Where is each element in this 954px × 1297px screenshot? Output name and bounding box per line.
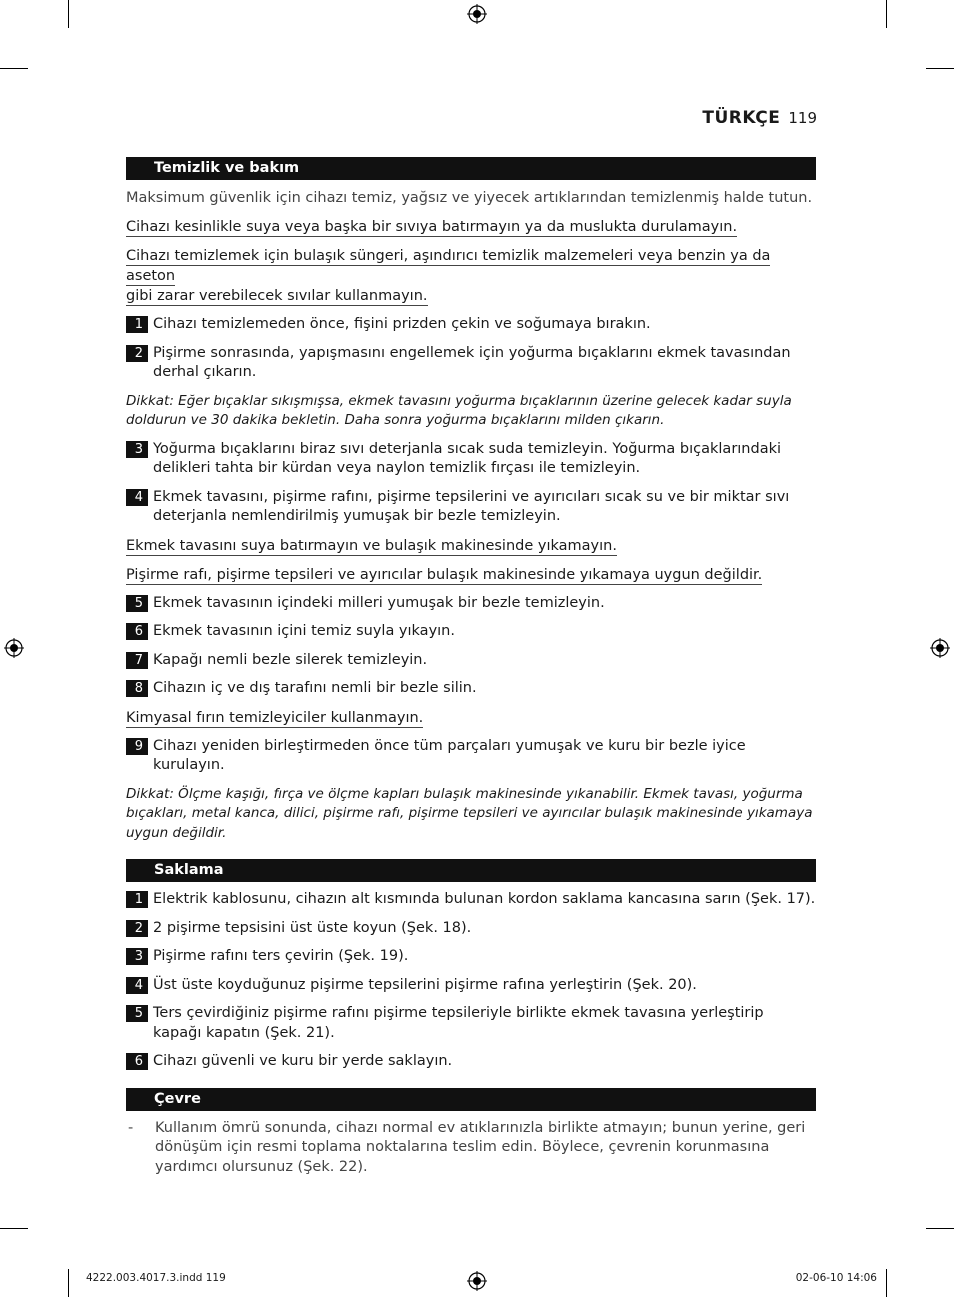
step-number: 2: [126, 920, 148, 937]
step-item: [126, 919, 816, 939]
step-number: 7: [126, 652, 148, 669]
step-number: 9: [126, 738, 148, 755]
step-text: Yoğurma bıçaklarını biraz sıvı deterjanla sıcak suda temizleyin. Yoğurma bıçaklarındaki delikleri tahta bir kürdan veya naylon temizlik fırçası ile temizleyin.: [153, 440, 782, 476]
note-text: Dikkat: Eğer bıçaklar sıkışmışsa, ekmek tavasını yoğurma bıçaklarının üzerine gelecek kadar suyla doldurun ve 30 dakika bekletin. Daha sonra yoğurma bıçaklarını milden çıkarın.: [126, 392, 792, 428]
step-text: Ekmek tavasının içini temiz suyla yıkayın.: [153, 623, 455, 639]
step-text: Cihazı yeniden birleştirmeden önce tüm parçaları yumuşak ve kuru bir bezle iyice kurulayın.: [153, 737, 746, 773]
step-item: [126, 622, 816, 642]
registration-mark-icon: [467, 4, 487, 24]
bullet-dash: -: [128, 1119, 134, 1136]
step-item: [126, 594, 816, 614]
registration-mark-icon: [930, 638, 950, 658]
registration-mark-icon: [4, 638, 24, 658]
step-number: 1: [126, 316, 148, 333]
step-number: 3: [126, 948, 148, 965]
step-item: [126, 947, 816, 967]
step-text: 2 pişirme tepsisini üst üste koyun (Şek. 18).: [153, 919, 472, 936]
step-text: Pişirme sonrasında, yapışmasını engellemek için yoğurma bıçaklarını ekmek tavasından derhal çıkarın.: [153, 344, 791, 380]
step-number: 5: [126, 595, 148, 612]
page-number: 119: [788, 109, 817, 127]
crop-mark: [68, 0, 69, 28]
step-item: [126, 737, 816, 776]
list-item: [126, 1119, 816, 1178]
step-item: [126, 1052, 816, 1072]
step-number: 3: [126, 441, 148, 458]
step-number: 6: [126, 623, 148, 640]
step-item: [126, 315, 816, 335]
footer-datetime: 02-06-10 14:06: [795, 1272, 877, 1284]
step-number: 1: [126, 891, 148, 908]
step-number: 6: [126, 1053, 148, 1070]
step-text: Kapağı nemli bezle silerek temizleyin.: [153, 651, 428, 668]
step-number: 4: [126, 489, 148, 506]
step-text: Pişirme rafını ters çevirin (Şek. 19).: [153, 948, 409, 964]
bullet-text: Kullanım ömrü sonunda, cihazı normal ev atıklarınızla birlikte atmayın; bunun yerine, geri dönüşüm için resmi toplama noktalarına teslim edin. Böylece, çevrenin korunmasına yardımcı olursunuz (Şek. 22).: [155, 1119, 806, 1175]
registration-mark-icon: [467, 1271, 487, 1291]
warning-text: Cihazı kesinlikle suya veya başka bir sıvıya batırmayın ya da muslukta durulamayın.: [126, 219, 738, 235]
step-text: Cihazı temizlemeden önce, fişini prizden çekin ve soğumaya bırakın.: [153, 316, 651, 332]
crop-mark: [926, 68, 954, 69]
section-heading-cleaning: Temizlik ve bakım: [126, 157, 816, 180]
step-item: [126, 1004, 816, 1043]
crop-mark: [886, 1269, 887, 1297]
step-item: [126, 440, 816, 479]
warning-text: Cihazı temizlemek için bulaşık süngeri, aşındırıcı temizlik malzemeleri veya benzin ya da aseton gibi zarar verebilecek sıvılar kullanmayın.: [126, 248, 771, 304]
language-label: TÜRKÇE: [702, 108, 781, 128]
step-number: 8: [126, 680, 148, 697]
page-header: [702, 108, 817, 128]
step-number: 5: [126, 1005, 148, 1022]
step-item: [126, 651, 816, 671]
step-number: 2: [126, 345, 148, 362]
step-text: Ekmek tavasını, pişirme rafını, pişirme tepsilerini ve ayırıcıları sıcak su ve bir miktar sıvı deterjanla nemlendirilmiş yumuşak bir bezle temizleyin.: [153, 488, 790, 524]
step-text: Üst üste koyduğunuz pişirme tepsilerini pişirme rafına yerleştirin (Şek. 20).: [153, 976, 697, 993]
step-text: Elektrik kablosunu, cihazın alt kısmında bulunan kordon saklama kancasına sarın (Şek. 17).: [153, 891, 816, 907]
step-item: [126, 976, 816, 996]
step-text: Cihazın iç ve dış tarafını nemli bir bezle silin.: [153, 680, 477, 696]
section-heading-storage: Saklama: [126, 859, 816, 882]
cleaning-intro: Maksimum güvenlik için cihazı temiz, yağsız ve yiyecek artıklarından temizlenmiş halde tutun.: [126, 190, 813, 206]
step-item: [126, 679, 816, 699]
warning-text: Ekmek tavasını suya batırmayın ve bulaşık makinesinde yıkamayın.: [126, 537, 617, 554]
crop-mark: [886, 0, 887, 28]
crop-mark: [926, 1228, 954, 1229]
step-text: Ters çevirdiğiniz pişirme rafını pişirme tepsileriyle birlikte ekmek tavasına yerleştirip kapağı kapatın (Şek. 21).: [153, 1005, 764, 1041]
crop-mark: [0, 1228, 28, 1229]
footer-file: 4222.003.4017.3.indd 119: [86, 1272, 226, 1284]
step-text: Ekmek tavasının içindeki milleri yumuşak bir bezle temizleyin.: [153, 594, 605, 611]
crop-mark: [68, 1269, 69, 1297]
warning-text: Pişirme rafı, pişirme tepsileri ve ayırıcılar bulaşık makinesinde yıkamaya uygun değildir.: [126, 566, 763, 583]
page-content: [126, 157, 816, 1177]
crop-mark: [0, 68, 28, 69]
step-item: [126, 344, 816, 383]
step-number: 4: [126, 977, 148, 994]
step-item: [126, 890, 816, 910]
warning-text: Kimyasal fırın temizleyiciler kullanmayın.: [126, 709, 424, 726]
step-text: Cihazı güvenli ve kuru bir yerde saklayın.: [153, 1053, 453, 1069]
note-text: Dikkat: Ölçme kaşığı, fırça ve ölçme kapları bulaşık makinesinde yıkanabilir. Ekmek tavası, yoğurma bıçakları, metal kanca, dilici, pişirme rafı, pişirme tepsileri ve ayırıcılar bulaşık makinesinde yıkamaya uygun değildir.: [126, 785, 813, 841]
step-item: [126, 488, 816, 527]
section-heading-environment: Çevre: [126, 1088, 816, 1111]
